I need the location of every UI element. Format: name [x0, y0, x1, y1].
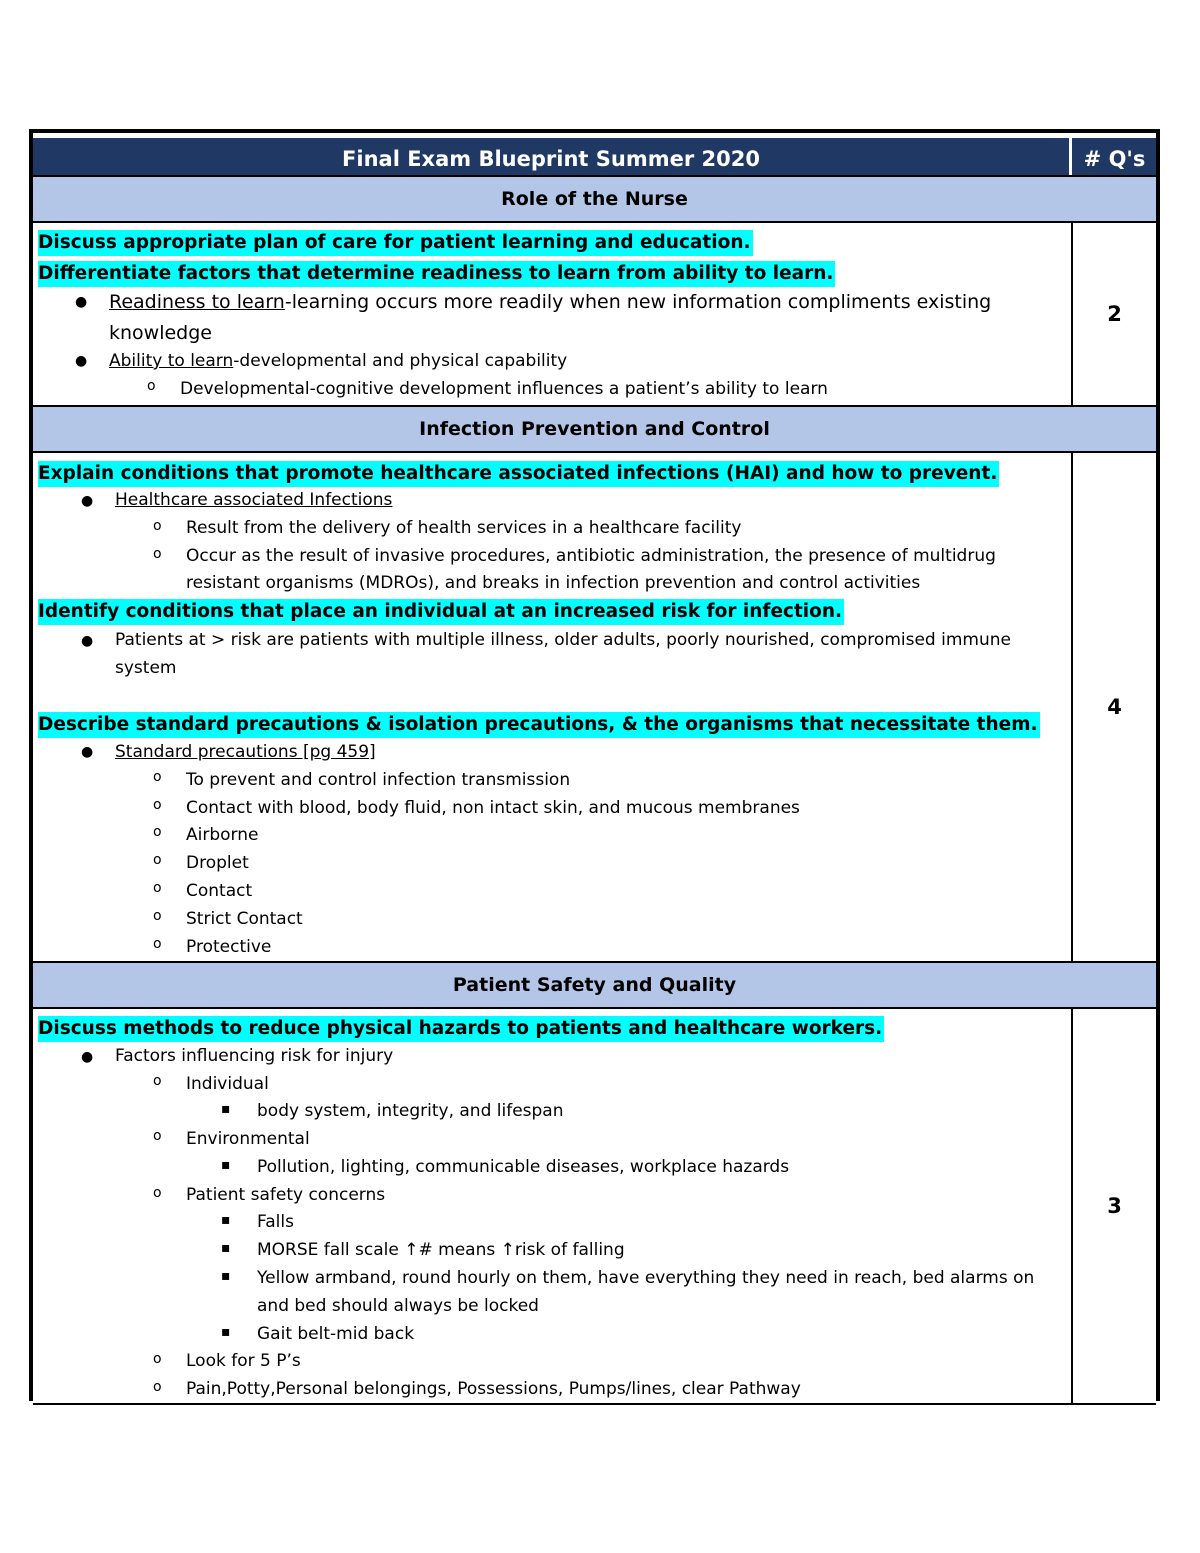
table-header: [33, 138, 1156, 175]
objective: Identify conditions that place an individual at an increased risk for infection.: [38, 599, 844, 625]
question-count: 2: [1071, 223, 1156, 405]
square-marker: ▪: [221, 1212, 231, 1228]
list-subitem: Individual: [186, 1074, 269, 1094]
objective: Describe standard precautions & isolation precautions, & the organisms that necessitate them.: [38, 712, 1040, 738]
circle-marker: o: [153, 908, 162, 924]
list-item: Healthcare associated Infections: [115, 490, 393, 510]
circle-marker: o: [153, 1128, 162, 1144]
list-subitem: Pain,Potty,Personal belongings, Possessions, Pumps/lines, clear Pathway: [186, 1379, 801, 1399]
section-header-patient-safety: Patient Safety and Quality: [33, 961, 1156, 1009]
list-subsubitem: Pollution, lighting, communicable diseases, workplace hazards: [257, 1157, 790, 1177]
list-subitem: Developmental-cognitive development influences a patient’s ability to learn: [180, 379, 828, 399]
bullet-marker: ●: [81, 744, 94, 760]
list-subitem: Result from the delivery of health services in a healthcare facility: [186, 518, 742, 538]
bullet-marker: ●: [75, 353, 88, 369]
list-subitem: Strict Contact: [186, 909, 303, 929]
circle-marker: o: [153, 1351, 162, 1367]
list-subitem: Look for 5 P’s: [186, 1351, 301, 1371]
section-header-infection-prevention: Infection Prevention and Control: [33, 405, 1156, 453]
header-divider: [1069, 138, 1072, 175]
list-subitem: Contact: [186, 881, 253, 901]
section-content-role-of-nurse: [33, 223, 1156, 407]
list-subsubitem: MORSE fall scale ↑# means ↑risk of falling: [257, 1240, 625, 1260]
circle-marker: o: [153, 769, 162, 785]
questions-column-label: # Q's: [1083, 147, 1146, 171]
objective: Discuss methods to reduce physical hazards to patients and healthcare workers.: [38, 1016, 884, 1042]
section-body: [33, 1009, 1069, 1403]
square-marker: ▪: [221, 1268, 231, 1284]
list-item-continuation: system: [115, 658, 177, 678]
circle-marker: o: [153, 936, 162, 952]
blueprint-table: [29, 129, 1160, 1401]
list-subsubitem: Yellow armband, round hourly on them, have everything they need in reach, bed alarms on: [257, 1268, 1035, 1288]
square-marker: ▪: [221, 1101, 231, 1117]
list-subsubitem: Falls: [257, 1212, 294, 1232]
list-subsubitem: body system, integrity, and lifespan: [257, 1101, 564, 1121]
list-subsubitem: Gait belt-mid back: [257, 1324, 415, 1344]
list-subitem: Occur as the result of invasive procedures, antibiotic administration, the presence of multidrug: [186, 546, 996, 566]
square-marker: ▪: [221, 1324, 231, 1340]
circle-marker: o: [153, 546, 162, 562]
question-count: 3: [1071, 1009, 1156, 1403]
section-content-infection-prevention: [33, 453, 1156, 963]
list-subitem: Airborne: [186, 825, 259, 845]
list-item: Factors influencing risk for injury: [115, 1046, 394, 1066]
bullet-marker: ●: [75, 294, 88, 310]
circle-marker: o: [153, 852, 162, 868]
list-item: Patients at > risk are patients with multiple illness, older adults, poorly nourished, compromised immune: [115, 630, 1011, 650]
bullet-marker: ●: [81, 633, 94, 649]
list-subitem: Contact with blood, body fluid, non intact skin, and mucous membranes: [186, 798, 800, 818]
section-body: [33, 223, 1069, 405]
list-subitem: Droplet: [186, 853, 249, 873]
list-item-continuation: knowledge: [109, 322, 212, 344]
circle-marker: o: [147, 378, 156, 394]
list-item: Readiness to learn-learning occurs more readily when new information compliments existing: [109, 291, 992, 313]
list-subitem: To prevent and control infection transmission: [186, 770, 571, 790]
circle-marker: o: [153, 797, 162, 813]
circle-marker: o: [153, 824, 162, 840]
circle-marker: o: [153, 1073, 162, 1089]
circle-marker: o: [153, 518, 162, 534]
section-content-patient-safety: [33, 1009, 1156, 1405]
circle-marker: o: [153, 1379, 162, 1395]
objective: Explain conditions that promote healthcare associated infections (HAI) and how to prevent.: [38, 461, 999, 487]
circle-marker: o: [153, 1185, 162, 1201]
square-marker: ▪: [221, 1240, 231, 1256]
list-subitem: Environmental: [186, 1129, 310, 1149]
list-subsubitem-continuation: and bed should always be locked: [257, 1296, 539, 1316]
objective: Discuss appropriate plan of care for patient learning and education.: [38, 230, 753, 256]
list-subitem: Patient safety concerns: [186, 1185, 386, 1205]
bullet-marker: ●: [81, 493, 94, 509]
circle-marker: o: [153, 880, 162, 896]
page-title: Final Exam Blueprint Summer 2020: [342, 147, 760, 171]
section-body: [33, 453, 1069, 961]
list-subitem: Protective: [186, 937, 272, 957]
list-item: Standard precautions [pg 459]: [115, 742, 376, 762]
square-marker: ▪: [221, 1157, 231, 1173]
bullet-marker: ●: [81, 1049, 94, 1065]
objective: Differentiate factors that determine readiness to learn from ability to learn.: [38, 261, 835, 287]
list-subitem-continuation: resistant organisms (MDROs), and breaks in infection prevention and control activities: [186, 573, 921, 593]
list-item: Ability to learn-developmental and physical capability: [109, 351, 568, 371]
section-header-role-of-nurse: Role of the Nurse: [33, 175, 1156, 223]
question-count: 4: [1071, 453, 1156, 961]
